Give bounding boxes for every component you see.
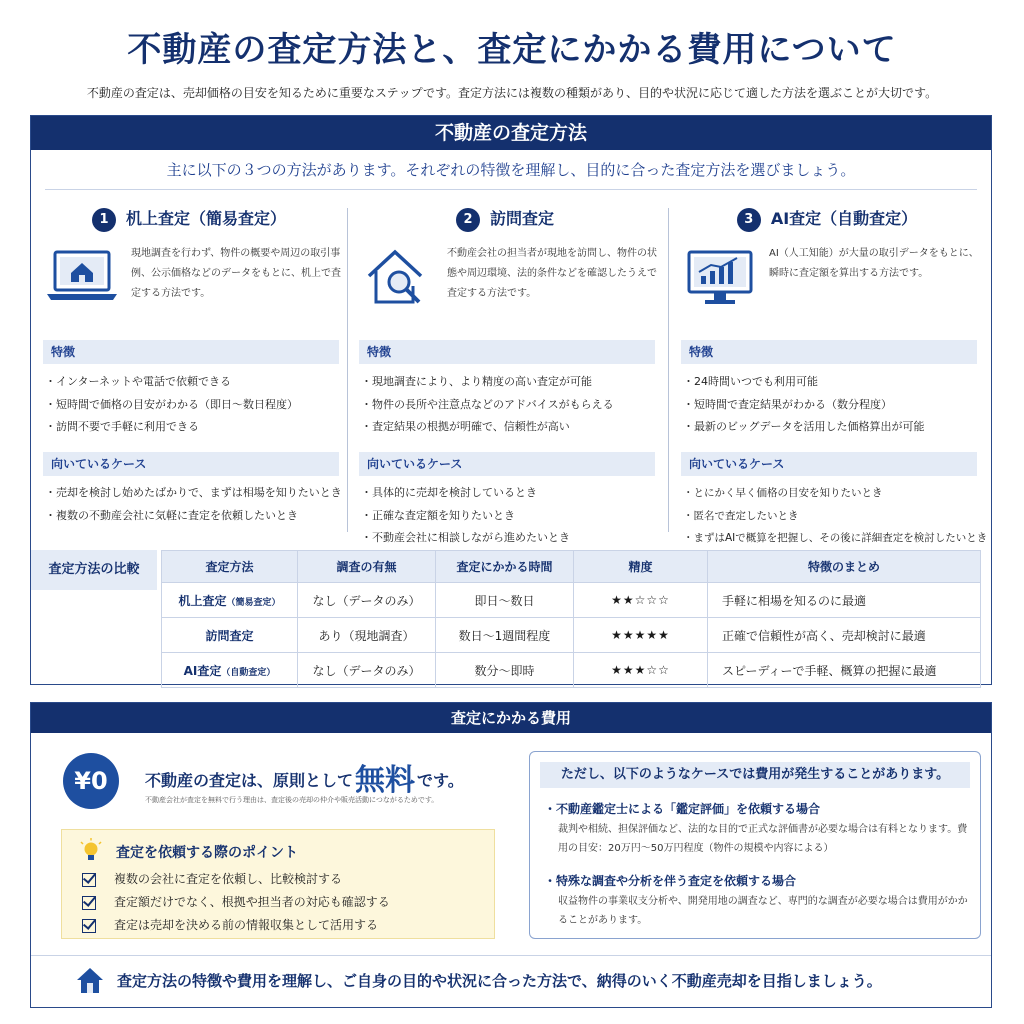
extra-cost-box bbox=[529, 751, 981, 939]
free-statement bbox=[145, 755, 464, 799]
list-item: ・ 短時間で査定結果がわかる（数分程度） bbox=[683, 394, 979, 417]
method-name: AI査定 bbox=[183, 663, 222, 678]
table-header: 調査の有無 bbox=[298, 551, 436, 583]
list-item: ・ 具体的に売却を検討しているとき bbox=[361, 482, 657, 505]
method-description: 現地調査を行わず、物件の概要や周辺の取引事例、公示価格などのデータをもとに、机上で査定する方法です。 bbox=[131, 248, 341, 299]
list-item: ・ 訪問不要で手軽に利用できる bbox=[45, 416, 341, 439]
point-text: 複数の会社に査定を依頼し、比較検討する bbox=[114, 872, 343, 886]
list-item: ・ 正確な査定額を知りたいとき bbox=[361, 505, 657, 528]
method-subname: （簡易査定） bbox=[226, 597, 281, 608]
list-item: ・ 査定結果の根拠が明確で、信頼性が高い bbox=[361, 416, 657, 439]
page-title: 不動産の査定方法と、査定にかかる費用について bbox=[127, 30, 897, 70]
monitor-chart-icon bbox=[683, 246, 757, 308]
survey-cell: なし（データのみ） bbox=[298, 583, 436, 618]
method-cell bbox=[162, 583, 298, 618]
extra-item-text: 裁判や相続、担保評価など、法的な目的で正式な評価書が必要な場合は有料となります。費用の目安：20万円〜50万円程度（物件の規模や内容による） bbox=[558, 824, 968, 854]
points-list bbox=[82, 868, 390, 937]
time-cell: 即日〜数日 bbox=[436, 583, 574, 618]
column-divider bbox=[668, 208, 669, 532]
feature-label: 特徴 bbox=[681, 340, 977, 364]
cost-section bbox=[30, 702, 992, 1008]
case-list bbox=[45, 482, 341, 527]
points-title: 査定を依頼する際のポイント bbox=[116, 845, 298, 861]
feature-list bbox=[45, 371, 341, 439]
footer-message: 査定方法の特徴や費用を理解し、ご自身の目的や状況に合った方法で、納得のいく不動産売却を目指しましょう。 bbox=[117, 972, 882, 990]
feature-label: 特徴 bbox=[43, 340, 339, 364]
list-item bbox=[82, 868, 390, 891]
extra-item-title: ・不動産鑑定士による「鑑定評価」を依頼する場合 bbox=[544, 802, 821, 816]
list-item: ・ 匿名で査定したいとき bbox=[683, 505, 979, 528]
method-title-text: 机上査定（簡易査定） bbox=[125, 209, 286, 228]
list-item: ・ とにかく早く価格の目安を知りたいとき bbox=[683, 482, 979, 505]
summary-cell: スピーディーで手軽、概算の把握に最適 bbox=[708, 653, 981, 688]
point-text: 査定額だけでなく、根拠や担当者の対応も確認する bbox=[114, 895, 390, 909]
house-magnifier-icon bbox=[361, 246, 435, 308]
house-icon bbox=[75, 966, 105, 994]
list-item: ・ まずはAIで概算を把握し、その後に詳細査定を検討したいとき bbox=[683, 527, 979, 550]
feature-list bbox=[683, 371, 979, 439]
table-row bbox=[162, 583, 981, 618]
list-item: ・ 現地調査により、より精度の高い査定が可能 bbox=[361, 371, 657, 394]
case-label: 向いているケース bbox=[359, 452, 655, 476]
case-label: 向いているケース bbox=[681, 452, 977, 476]
accuracy-stars: ★★★☆☆ bbox=[574, 653, 708, 688]
time-cell: 数分〜即時 bbox=[436, 653, 574, 688]
table-header-row bbox=[162, 551, 981, 583]
method-cell bbox=[162, 618, 298, 653]
points-box bbox=[61, 829, 495, 939]
method-title bbox=[355, 204, 655, 234]
method-title bbox=[677, 204, 977, 234]
checkbox-icon bbox=[82, 873, 96, 887]
cost-heading: 査定にかかる費用 bbox=[31, 703, 991, 733]
checkbox-icon bbox=[82, 896, 96, 910]
method-subname: （自動査定） bbox=[221, 667, 276, 678]
free-note: 不動産会社が査定を無料で行う理由は、査定後の売却の仲介や販売活動につながるためです。 bbox=[145, 796, 439, 804]
lightbulb-icon bbox=[80, 838, 102, 864]
accuracy-stars: ★★☆☆☆ bbox=[574, 583, 708, 618]
column-divider bbox=[347, 208, 348, 532]
extra-item-title: ・特殊な調査や分析を伴う査定を依頼する場合 bbox=[544, 874, 797, 888]
table-header: 査定方法 bbox=[162, 551, 298, 583]
case-list bbox=[361, 482, 657, 550]
comparison-label: 査定方法の比較 bbox=[31, 550, 157, 590]
table-header: 精度 bbox=[574, 551, 708, 583]
table-header: 特徴のまとめ bbox=[708, 551, 981, 583]
accuracy-stars: ★★★★★ bbox=[574, 618, 708, 653]
list-item bbox=[82, 914, 390, 937]
yen-zero-badge: ¥0 bbox=[63, 753, 119, 809]
list-item: ・ 物件の長所や注意点などのアドバイスがもらえる bbox=[361, 394, 657, 417]
list-item: ・ 24時間いつでも利用可能 bbox=[683, 371, 979, 394]
list-item: ・ 最新のビッグデータを活用した価格算出が可能 bbox=[683, 416, 979, 439]
summary-cell: 正確で信頼性が高く、売却検討に最適 bbox=[708, 618, 981, 653]
checkbox-icon bbox=[82, 919, 96, 933]
list-item: ・ 売却を検討し始めたばかりで、まずは相場を知りたいとき bbox=[45, 482, 341, 505]
method-title-text: AI査定（自動査定） bbox=[770, 209, 918, 228]
number-badge: 1 bbox=[92, 208, 116, 232]
method-title-text: 訪問査定 bbox=[489, 209, 554, 228]
methods-section bbox=[30, 115, 992, 685]
methods-subheading: 主に以下の３つの方法があります。それぞれの特徴を理解し、目的に合った査定方法を選びましょう。 bbox=[45, 150, 977, 190]
method-description: 不動産会社の担当者が現地を訪問し、物件の状態や周辺環境、法的条件などを確認したうえで査定する方法です。 bbox=[447, 248, 657, 299]
feature-label: 特徴 bbox=[359, 340, 655, 364]
method-title bbox=[39, 204, 339, 234]
comparison-table bbox=[161, 550, 981, 688]
free-word: 無料 bbox=[355, 763, 416, 798]
survey-cell: あり（現地調査） bbox=[298, 618, 436, 653]
case-label: 向いているケース bbox=[43, 452, 339, 476]
intro-text: 不動産の査定は、売却価格の目安を知るために重要なステップです。査定方法には複数の種類があり、目的や状況に応じて適した方法を選ぶことが大切です。 bbox=[86, 86, 938, 100]
table-row bbox=[162, 653, 981, 688]
method-cell bbox=[162, 653, 298, 688]
table-header: 査定にかかる時間 bbox=[436, 551, 574, 583]
method-description: AI（人工知能）が大量の取引データをもとに、瞬時に査定額を算出する方法です。 bbox=[769, 248, 979, 279]
case-list bbox=[683, 482, 988, 550]
list-item bbox=[82, 891, 390, 914]
free-suffix: です。 bbox=[417, 771, 464, 790]
point-text: 査定は売却を決める前の情報収集として活用する bbox=[114, 918, 379, 932]
free-prefix: 不動産の査定は、原則として bbox=[145, 771, 354, 790]
list-item: ・ 短時間で価格の目安がわかる（即日〜数日程度） bbox=[45, 394, 341, 417]
method-name: 訪問査定 bbox=[205, 628, 254, 643]
table-row bbox=[162, 618, 981, 653]
list-item: ・ 複数の不動産会社に気軽に査定を依頼したいとき bbox=[45, 505, 341, 528]
extra-item-text: 収益物件の事業収支分析や、開発用地の調査など、専門的な調査が必要な場合は費用がかかることがあります。 bbox=[558, 896, 968, 926]
time-cell: 数日〜1週間程度 bbox=[436, 618, 574, 653]
summary-cell: 手軽に相場を知るのに最適 bbox=[708, 583, 981, 618]
number-badge: 2 bbox=[456, 208, 480, 232]
laptop-house-icon bbox=[45, 246, 119, 308]
extra-cost-title: ただし、以下のようなケースでは費用が発生することがあります。 bbox=[540, 762, 970, 788]
list-item: ・ インターネットや電話で依頼できる bbox=[45, 371, 341, 394]
list-item: ・ 不動産会社に相談しながら進めたいとき bbox=[361, 527, 657, 550]
survey-cell: なし（データのみ） bbox=[298, 653, 436, 688]
methods-heading: 不動産の査定方法 bbox=[31, 116, 991, 150]
footer-message-bar bbox=[31, 955, 991, 1005]
feature-list bbox=[361, 371, 657, 439]
number-badge: 3 bbox=[737, 208, 761, 232]
method-name: 机上査定 bbox=[178, 593, 227, 608]
